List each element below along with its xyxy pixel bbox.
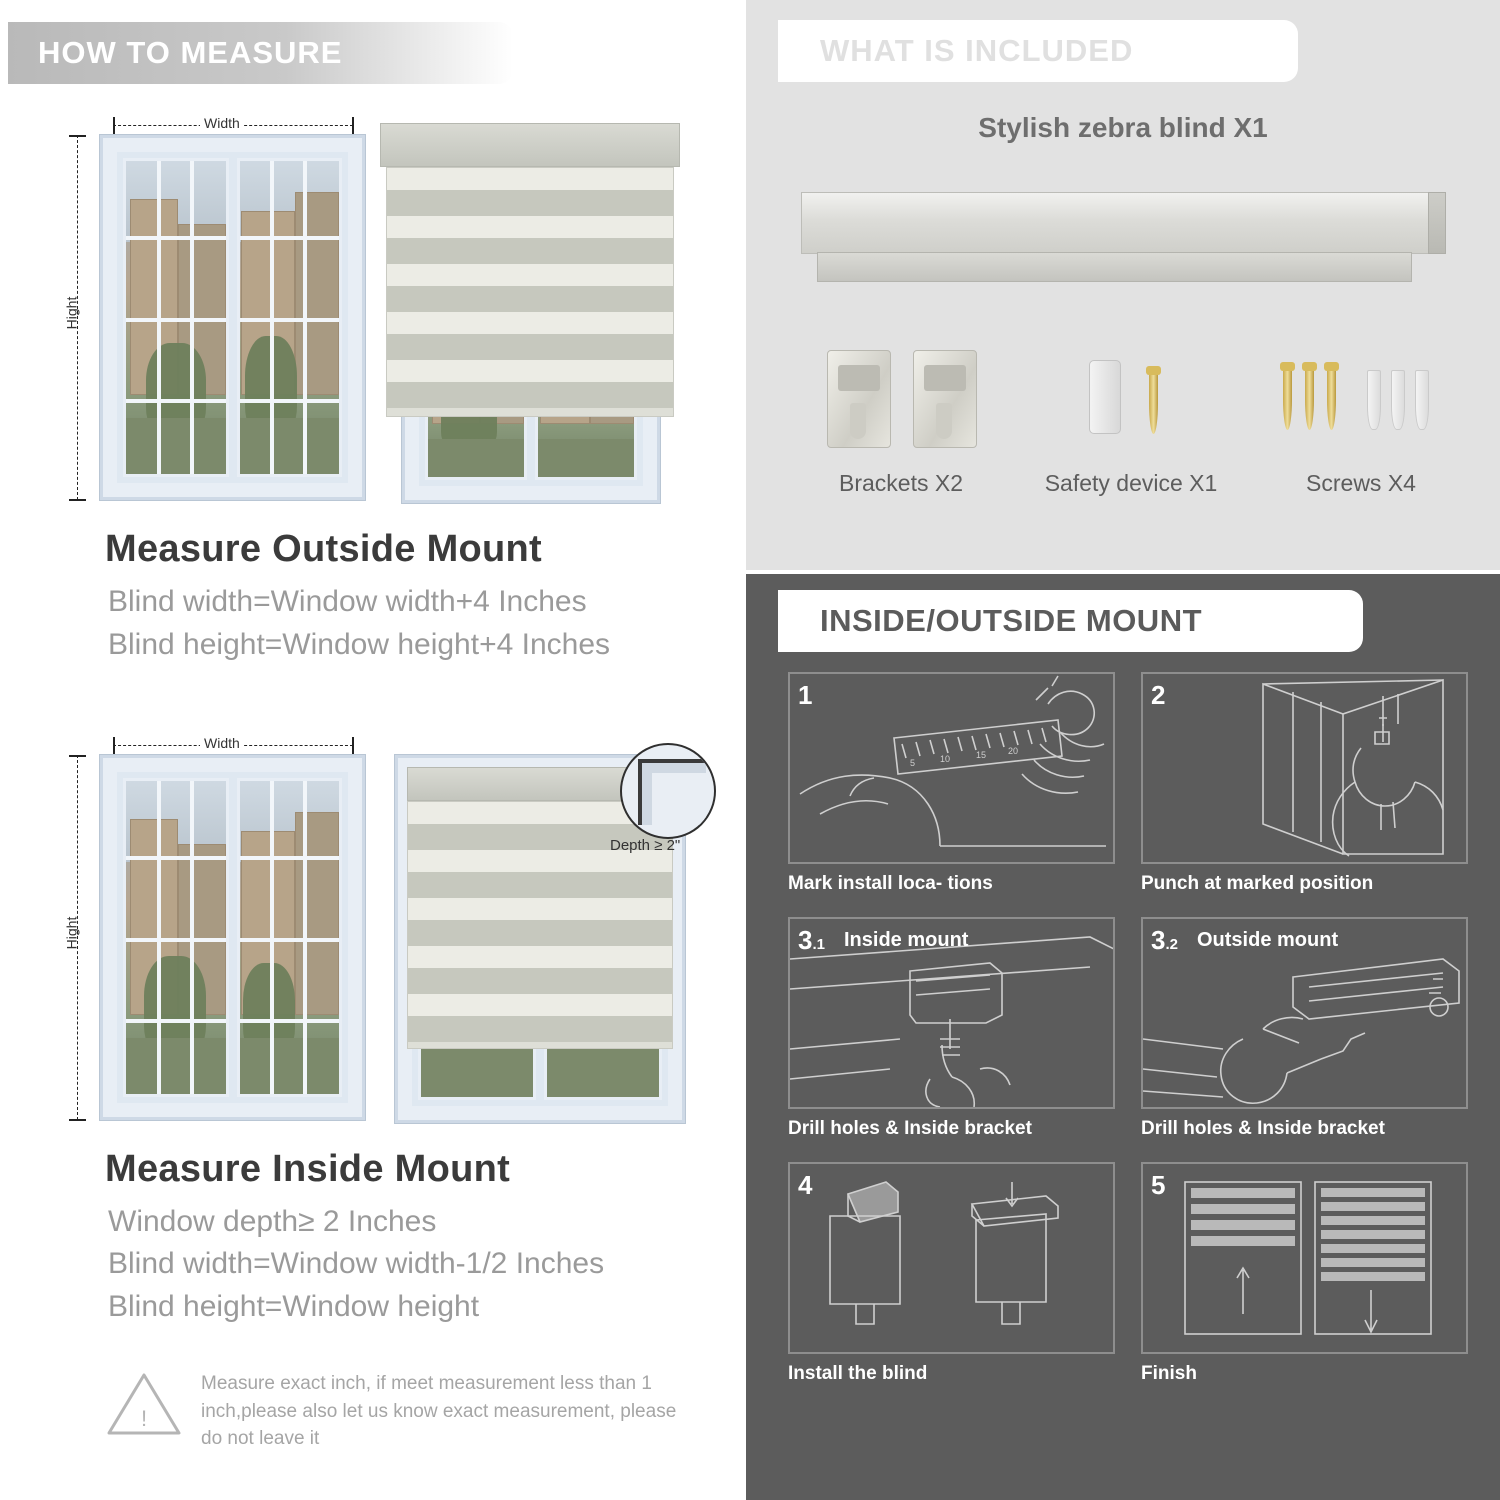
step-number: 5	[1151, 1170, 1166, 1200]
dimension-tick	[69, 135, 86, 137]
warning-triangle-icon	[105, 1370, 183, 1438]
install-step-5	[1141, 1162, 1468, 1385]
depth-callout-circle	[620, 743, 716, 839]
inside-mount-diagram	[55, 725, 695, 1145]
step-number: 4	[798, 1170, 813, 1200]
wall-anchor-icon	[1367, 370, 1381, 430]
step-caption: Install the blind	[788, 1363, 928, 1384]
how-to-measure-tab	[8, 22, 513, 84]
window-with-blind-outside	[380, 123, 680, 503]
dimension-tick	[69, 755, 86, 757]
install-step-3-2	[1141, 917, 1468, 1140]
dimension-tick	[69, 499, 86, 501]
dimension-tick	[113, 117, 115, 134]
included-parts-row	[786, 340, 1476, 497]
inside-mount-line-2: Blind width=Window width-1/2 Inches	[108, 1247, 605, 1280]
installation-steps	[788, 672, 1468, 1385]
measure-note	[105, 1370, 685, 1453]
dimension-tick	[352, 117, 354, 134]
dimension-tick	[352, 737, 354, 754]
what-is-included-tab-label: WHAT IS INCLUDED	[820, 33, 1134, 68]
included-main-item-label: Stylish zebra blind X1	[978, 112, 1268, 143]
step-caption: Mark install loca- tions	[788, 873, 993, 894]
install-step-1	[788, 672, 1115, 895]
included-part-label: Brackets X2	[839, 470, 963, 496]
install-step-4	[788, 1162, 1115, 1385]
what-is-included-panel	[746, 0, 1500, 570]
svg-text:5: 5	[910, 758, 916, 768]
step-illustration	[788, 1162, 1115, 1354]
measure-note-text: Measure exact inch, if meet measurement less than 1 inch,please also let us know exact measurement, please do not leave it	[201, 1373, 677, 1450]
step-illustration	[788, 917, 1115, 1109]
dimension-tick	[113, 737, 115, 754]
hand-measuring-tape-icon	[790, 674, 1114, 862]
drill-icon	[1143, 674, 1467, 862]
inside-outside-mount-tab-label: INSIDE/OUTSIDE MOUNT	[820, 603, 1203, 638]
safety-device-icon	[1089, 360, 1121, 434]
zebra-blind-headrail	[801, 192, 1446, 302]
included-part-label: Screws X4	[1306, 470, 1416, 496]
what-is-included-tab	[778, 20, 1298, 82]
how-to-measure-tab-label: HOW TO MEASURE	[38, 35, 343, 70]
inside-height-label: Hight	[63, 916, 80, 950]
included-part-brackets	[786, 340, 1016, 497]
included-part-label: Safety device X1	[1044, 470, 1218, 496]
step-inline-title: Inside mount	[844, 929, 969, 951]
screw-icon	[1149, 372, 1158, 434]
window-pane-right	[237, 158, 343, 477]
svg-text:15: 15	[976, 750, 987, 760]
svg-text:!: !	[140, 1406, 148, 1431]
window-pane-left	[123, 158, 229, 477]
install-step-2	[1141, 672, 1468, 895]
included-part-safety-device	[1016, 340, 1246, 497]
step-number: 1	[798, 680, 813, 710]
inside-outside-mount-tab	[778, 590, 1363, 652]
step-illustration	[1141, 1162, 1468, 1354]
screw-icon	[1283, 368, 1292, 430]
window-plain	[100, 135, 365, 500]
step-caption: Drill holes & Inside bracket	[788, 1118, 1032, 1139]
step-caption: Finish	[1141, 1363, 1197, 1384]
step-number: 2	[1151, 680, 1166, 710]
install-step-3-1	[788, 917, 1115, 1140]
window-pane-left	[123, 778, 229, 1097]
bracket-icon	[913, 350, 977, 448]
wall-anchor-icon	[1391, 370, 1405, 430]
inside-mount-line-3: Blind height=Window height	[108, 1290, 480, 1323]
outside-height-label: Hight	[63, 296, 80, 330]
finished-blind-icon	[1143, 1164, 1467, 1352]
step-number: 3.1	[798, 925, 825, 955]
blind-install-icon	[790, 1164, 1114, 1352]
screw-icon	[1327, 368, 1336, 430]
window-plain	[100, 755, 365, 1120]
inside-outside-mount-panel	[746, 574, 1500, 1500]
window-pane-right	[237, 778, 343, 1097]
included-part-screws	[1246, 340, 1476, 497]
svg-text:10: 10	[940, 754, 951, 764]
inside-mount-title: Measure Inside Mount	[105, 1148, 511, 1190]
depth-label: Depth ≥ 2"	[610, 837, 681, 854]
outside-mount-diagram	[55, 105, 695, 525]
inside-width-label: Width	[200, 735, 244, 751]
step-caption: Drill holes & Inside bracket	[1141, 1118, 1385, 1139]
step-illustration	[1141, 917, 1468, 1109]
step-illustration	[1141, 672, 1468, 864]
step-inline-title: Outside mount	[1197, 929, 1339, 951]
blind-fabric	[386, 167, 674, 417]
outside-mount-title: Measure Outside Mount	[105, 528, 543, 570]
outside-mount-line-1: Blind width=Window width+4 Inches	[108, 585, 587, 618]
screw-icon	[1305, 368, 1314, 430]
outside-width-label: Width	[200, 115, 244, 131]
how-to-measure-panel	[0, 0, 743, 1500]
step-number: 3.2	[1151, 925, 1178, 955]
outside-mount-line-2: Blind height=Window height+4 Inches	[108, 628, 611, 661]
step-caption: Punch at marked position	[1141, 873, 1374, 894]
wall-anchor-icon	[1415, 370, 1429, 430]
svg-text:20: 20	[1008, 746, 1019, 756]
bracket-icon	[827, 350, 891, 448]
inside-mount-line-1: Window depth≥ 2 Inches	[108, 1205, 437, 1238]
step-illustration	[788, 672, 1115, 864]
dimension-tick	[69, 1119, 86, 1121]
blind-valance	[380, 123, 680, 167]
